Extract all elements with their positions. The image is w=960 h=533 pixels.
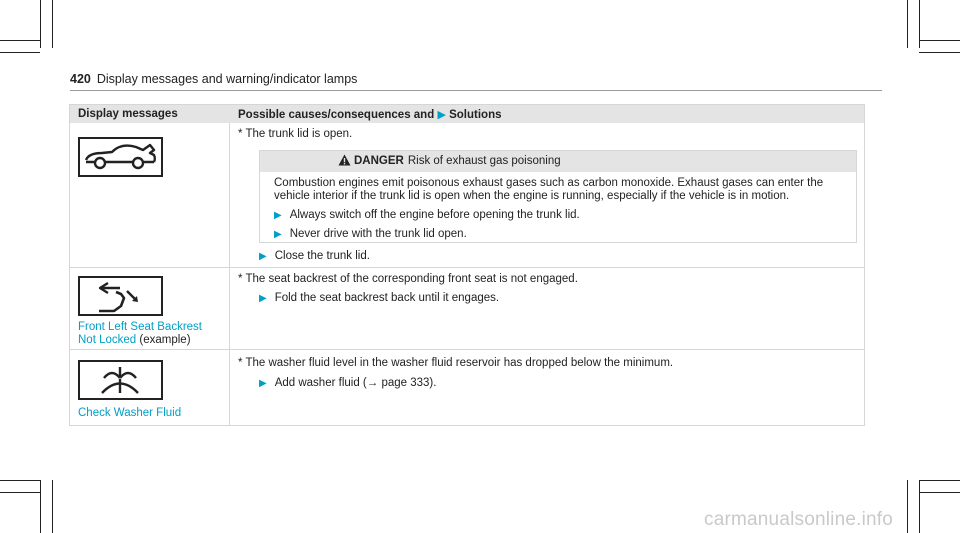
play-arrow-icon: ▶ [274,210,282,221]
crop-mark [52,0,53,48]
page-title: Display messages and warning/indicator lamps [96,72,358,86]
col-header-solutions: Solutions [449,109,502,121]
crop-mark [0,40,40,41]
crop-mark [0,52,40,53]
danger-box [259,150,857,243]
danger-title: Risk of exhaust gas poisoning [407,155,561,167]
row2-solution: ▶ Fold the seat backrest back until it engages. [259,292,500,304]
row3-solution: ▶ Add washer fluid (→ page 333). [259,377,437,389]
danger-label: DANGER [354,155,404,167]
page-number: 420 [70,72,91,86]
danger-body-line1: Combustion engines emit poisonous exhaust gases such as carbon monoxide. Exhaust gases can enter the [274,177,824,189]
crop-mark [0,492,40,493]
warning-triangle-icon [338,154,351,166]
display-messages-table [69,104,865,426]
header-divider [70,90,882,91]
danger-step: ▶ Never drive with the trunk lid open. [274,228,467,240]
play-arrow-icon: ▶ [274,229,282,240]
play-arrow-icon: ▶ [259,293,267,304]
col-header-display-messages: Display messages [78,108,178,120]
crop-mark [919,480,960,481]
row3-cause: * The washer fluid level in the washer fluid reservoir has dropped below the minimum. [238,357,674,369]
crop-mark [52,480,53,533]
col-header-causes: Possible causes/consequences and ▶ Solutions [238,109,502,121]
crop-mark [907,0,908,48]
crop-mark [919,40,960,41]
play-arrow-icon: ▶ [259,251,267,262]
danger-body-line2: vehicle interior if the trunk lid is open when the engine is running, especially if the vehicle is in motion. [274,190,790,202]
table-header [70,105,864,123]
row-divider [70,349,864,350]
seat-backrest-caption: Front Left Seat Backrest Not Locked (example) [78,321,203,346]
column-divider [229,123,230,425]
play-arrow-icon: ▶ [437,109,446,121]
washer-fluid-icon [78,360,163,400]
trunk-open-car-icon [78,137,163,177]
crop-mark [919,52,960,53]
row2-cause: * The seat backrest of the corresponding front seat is not engaged. [238,273,578,285]
washer-fluid-caption: Check Washer Fluid [78,407,182,419]
row1-cause: * The trunk lid is open. [238,128,353,140]
play-arrow-icon: ▶ [259,378,267,389]
crop-mark [907,480,908,533]
danger-header [260,151,856,172]
crop-mark [919,492,960,493]
crop-mark [40,0,41,48]
crop-mark [0,480,40,481]
danger-step: ▶ Always switch off the engine before opening the trunk lid. [274,209,580,221]
row-divider [70,267,864,268]
crop-mark [919,480,920,533]
seat-backrest-icon [78,276,163,316]
page-header [70,72,357,86]
crop-mark [40,480,41,533]
watermark: carmanualsonline.info [704,509,894,530]
row1-solution: ▶ Close the trunk lid. [259,250,370,262]
